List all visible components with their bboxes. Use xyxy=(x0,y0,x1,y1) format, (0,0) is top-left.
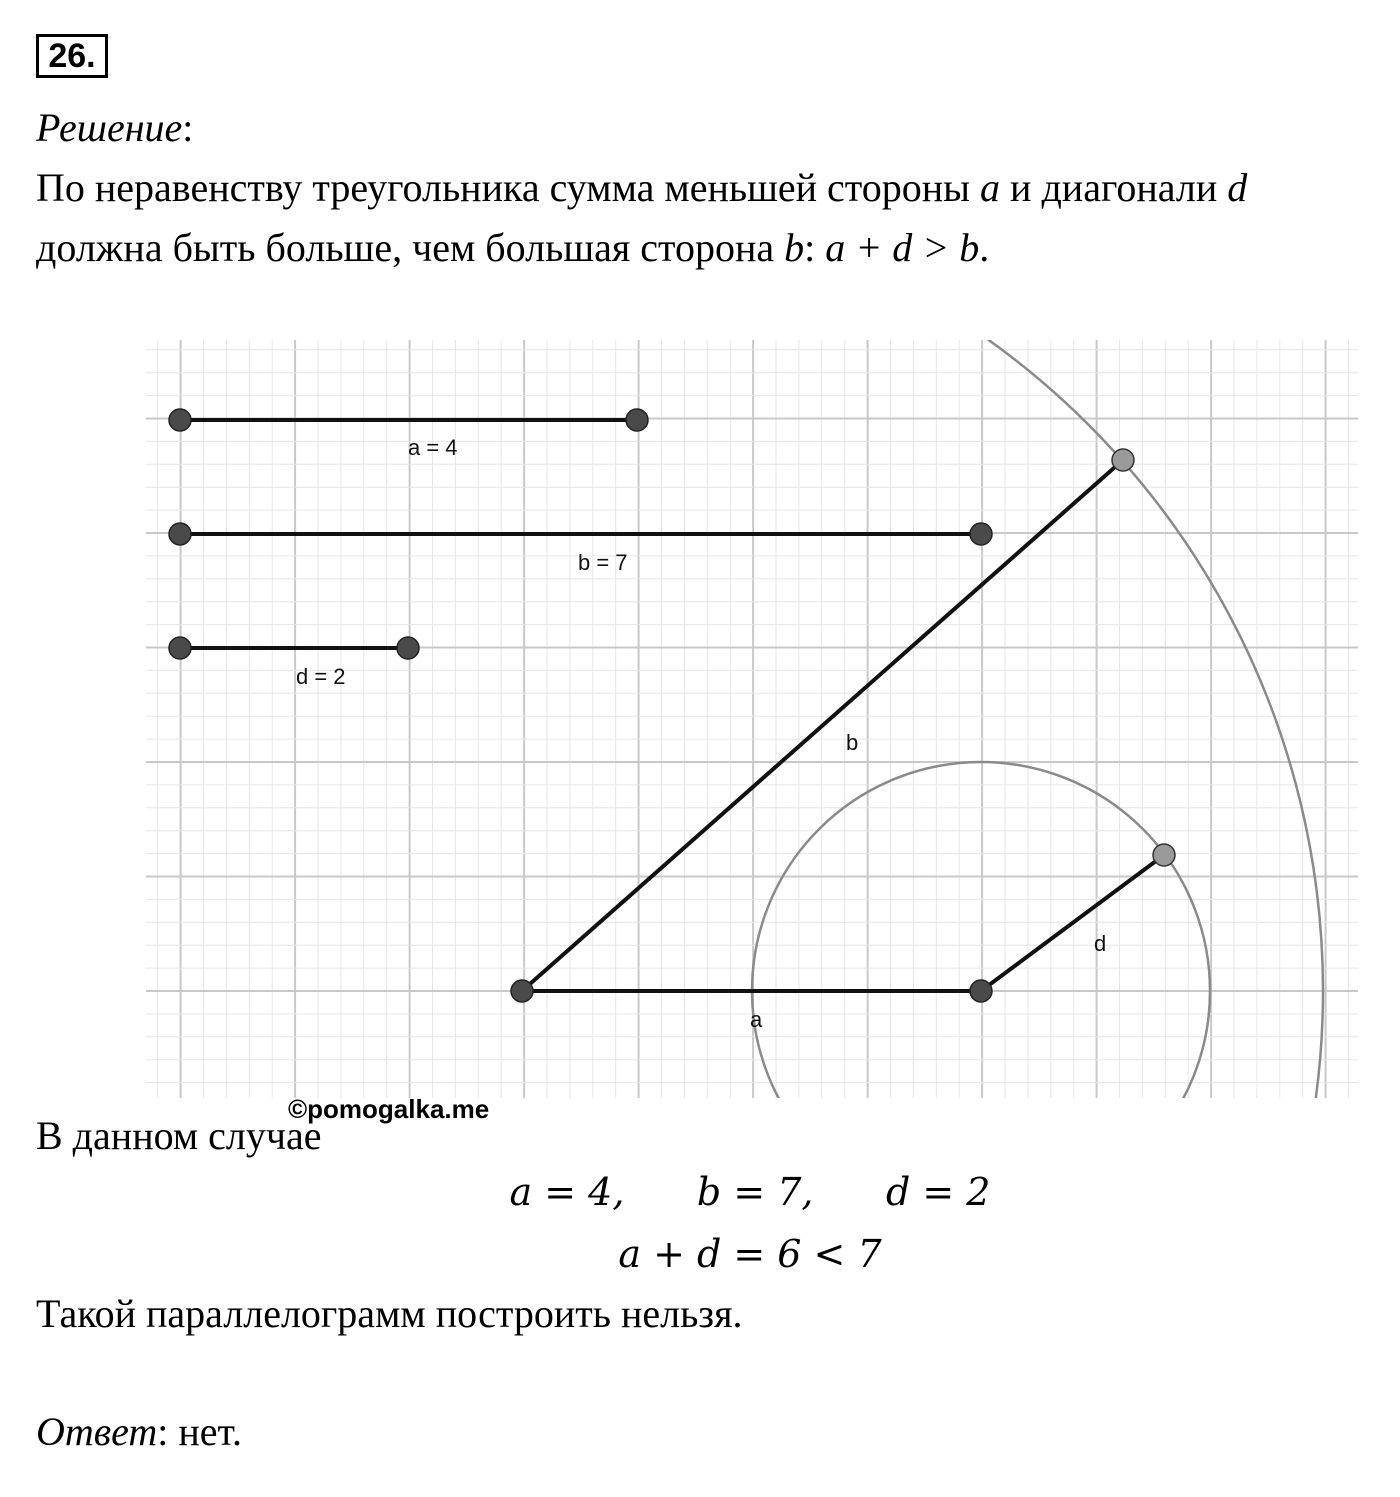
line1-text-a: По неравенству треугольника сумма меньшей стороны xyxy=(36,165,981,210)
diagonal-d-line xyxy=(981,855,1164,991)
point xyxy=(169,409,191,431)
endpoint-b xyxy=(1112,449,1134,471)
vertex-point xyxy=(970,980,992,1002)
point xyxy=(169,523,191,545)
values-expression: a = 4, b = 7, d = 2 xyxy=(509,1170,991,1214)
case-intro: В данном случае xyxy=(36,1113,322,1158)
inequality: a + d > b xyxy=(825,225,980,270)
endpoint-d xyxy=(1153,844,1175,866)
line1-text-b: и диагонали xyxy=(1000,165,1228,210)
var-a: a xyxy=(980,165,1001,210)
solution-heading-colon: : xyxy=(182,105,194,150)
line2-text-a: должна быть больше, чем большая сторона xyxy=(36,225,785,270)
answer xyxy=(36,1408,242,1456)
side-d-label: d xyxy=(1094,931,1107,956)
solution-heading-text: Решение xyxy=(36,105,183,150)
answer-value: нет. xyxy=(168,1409,243,1454)
values-line xyxy=(0,1170,1400,1214)
point xyxy=(626,409,648,431)
point xyxy=(397,637,419,659)
watermark: ©pomogalka.me xyxy=(288,1094,490,1124)
var-d: d xyxy=(1227,165,1248,210)
problem-number: 26. xyxy=(36,34,108,78)
conclusion: Такой параллелограмм построить нельзя. xyxy=(36,1291,743,1336)
answer-colon: : xyxy=(157,1409,169,1454)
point xyxy=(169,637,191,659)
side-b-label: b xyxy=(846,730,859,755)
construction xyxy=(511,449,1175,1032)
reference-segment-a xyxy=(169,409,648,460)
point xyxy=(970,523,992,545)
side-a-label: a xyxy=(750,1007,763,1032)
side-b-line xyxy=(522,460,1123,991)
var-b: b xyxy=(784,225,805,270)
line2-period: . xyxy=(979,225,990,270)
line2-colon: : xyxy=(804,225,826,270)
segment-d-label: d = 2 xyxy=(296,664,346,689)
segment-a-label: a = 4 xyxy=(408,435,458,460)
sum-line xyxy=(0,1232,1400,1276)
reference-segment-d xyxy=(169,637,419,689)
sum-expression: a + d = 6 < 7 xyxy=(618,1232,882,1276)
answer-label: Ответ xyxy=(36,1409,158,1454)
segment-b-label: b = 7 xyxy=(578,550,628,575)
vertex-point xyxy=(511,980,533,1002)
